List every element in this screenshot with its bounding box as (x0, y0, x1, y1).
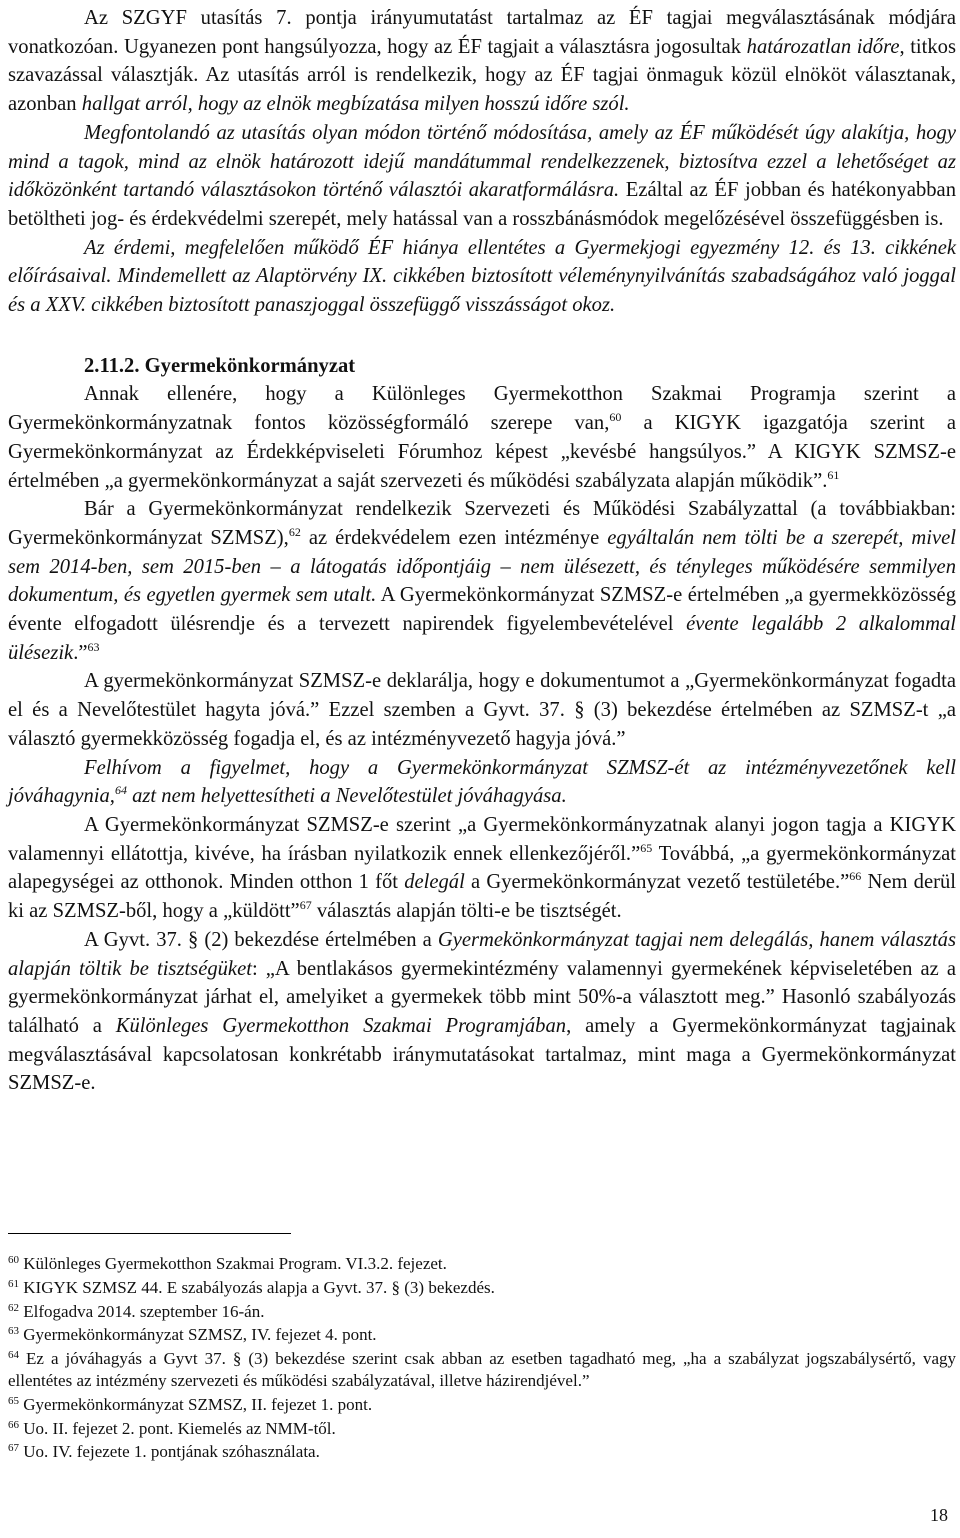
footnote-ref[interactable]: 62 (288, 524, 301, 539)
footnote: $^{67}$ Uo. IV. fejezete 1. pontjának szóhasználata. (8, 1442, 320, 1462)
paragraph-approval: A gyermekönkormányzat SZMSZ-e deklarálja, hogy e dokumentumot a „Gyermekönkormányzat fogadta el és a Nevelőtestület hagyta jóvá.” Ezzel szemben a Gyvt. 37. § (3) bekezdése értelmében az SZMSZ-t „a választó gyermekközösség fogadja el, és az intézményvezető hagyja jóvá.” (8, 670, 956, 750)
footnote-ref[interactable]: 67 (299, 898, 312, 913)
footnote: $^{65}$ Gyermekönkormányzat SZMSZ, II. fejezet 1. pont. (8, 1394, 373, 1414)
page-number: 18 (930, 1505, 948, 1525)
footnote: $^{62}$ Elfogadva 2014. szeptember 16-án. (8, 1301, 265, 1321)
footnote: $^{61}$ KIGYK SZMSZ 44. E szabályozás alapja a Gyvt. 37. § (3) bekezdés. (8, 1277, 495, 1297)
paragraph-ef-election: Az SZGYF utasítás 7. pontja irányumutatást tartalmaz az ÉF tagjai megválasztásának módjára vonatkozóan. Ugyanezen pont hangsúlyozza, hogy az ÉF tagjait a választásra jogosultak határozatlan időre, titkos szavazással választják. Az utasítás arról is rendelkezik, hogy az ÉF tagjai önmaguk közül elnököt választanak, azonban hallgat arról, hogy az elnök megbízatása milyen hosszú időre szól. (8, 7, 956, 116)
footnote-ref[interactable]: 65 (640, 840, 653, 855)
footnote-ref[interactable]: 61 (827, 467, 840, 482)
footnote-divider (8, 1233, 291, 1234)
footnotes (8, 1253, 956, 1465)
paragraph-recommendation: Megfontolandó az utasítás olyan módon történő módosítása, amely az ÉF működését úgy alakítja, hogy mind a tagok, mind az elnök határozott idejű mandátummal rendelkezzenek, biztosítva ezzel a lehetőséget az időközönként tartandó választásokon történő választói akaratformálásra. Ezáltal az ÉF jobban és hatékonyabban betöltheti jog- és érdekvédelmi szerepét, mely hatással van a rosszbánásmódok megelőzésével összefüggésben is. (8, 121, 956, 230)
paragraph-gyok-role: Annak ellenére, hogy a Különleges Gyermekotthon Szakmai Programja szerint a Gyermekönkormányzatnak fontos közösségformáló szerepe van,$^{60}$ a KIGYK igazgatója szerint a Gyermekönkormányzat az Érdekképviseleti Fórumhoz képest „kevésbé hangsúlyos.” A KIGYK SZMSZ-e értelmében „a gyermekönkormányzat a saját szervezeti és működési szabályzata alapján működik”.$^{61}$ (8, 383, 956, 492)
footnote: $^{60}$ Különleges Gyermekotthon Szakmai Program. VI.3.2. fejezet. (8, 1254, 447, 1273)
paragraph-gyok-szmsz: Bár a Gyermekönkormányzat rendelkezik Szervezeti és Működési Szabályzattal (a továbbiakban: Gyermekönkormányzat SZMSZ),$^{62}$ az érdekvédelem ezen intézménye egyáltalán nem tölti be a szerepét, mivel sem 2014-ben, sem 2015-ben – a látogatás időpontjáig – nem ülésezett, és tényleges működésére semmilyen dokumentum, és egyetlen gyermek sem utalt. A Gyermekönkormányzat SZMSZ-e értelmében „a gyermekközösség évente elfogadott ülésrendje és a tervezett napirendek figyelembevételével évente legalább 2 alkalommal ülésezik.”$^{63}$ (8, 498, 956, 664)
paragraph-membership: A Gyermekönkormányzat SZMSZ-e szerint „a Gyermekönkormányzatnak alanyi jogon tagja a KIGYK valamennyi ellátottja, kivéve, ha írásban nyilatkozik ennek ellenkezőjéről.”$^{65}$ Továbbá, „a gyermekönkormányzat alapegységei az otthonok. Minden otthon 1 főt delegál a Gyermekönkormányzat vezető testületébe.”$^{66}$ Nem derül ki az SZMSZ-ből, hogy a „küldött”$^{67}$ választás alapján tölti-e be tisztségét. (8, 813, 956, 923)
footnote: $^{64}$ Ez a jóváhagyás a Gyvt 37. § (3) bekezdése szerint csak abban az esetben tagadható meg, „ha a szabályzat jogszabálysértő, vagy ellentétes az intézmény szervezeti és működési szabályzatával, illetve házirendjével.” (8, 1349, 956, 1390)
section-heading: 2.11.2. Gyermekönkormányzat (84, 354, 356, 377)
footnote-ref[interactable]: 66 (849, 869, 862, 884)
paragraph-conclusion: Az érdemi, megfelelően működő ÉF hiánya ellentétes a Gyermekjogi egyezmény 12. és 13. cikkének előírásaival. Mindemellett az Alaptörvény IX. cikkében biztosított véleménynyilvánítás szabadságához való joggal és a XXV. cikkében biztosított panaszjoggal összefüggő visszásságot okoz. (8, 236, 956, 317)
document-page (8, 4, 956, 1098)
footnote: $^{63}$ Gyermekönkormányzat SZMSZ, IV. fejezet 4. pont. (8, 1325, 377, 1345)
footnote-ref[interactable]: 64 (114, 783, 127, 798)
footnote: $^{66}$ Uo. II. fejezet 2. pont. Kiemelés az NMM-től. (8, 1418, 336, 1438)
paragraph-gyvt: A Gyvt. 37. § (2) bekezdése értelmében a Gyermekönkormányzat tagjai nem delegálás, hanem választás alapján töltik be tisztségüket: „A bentlakásos gyermekintézmény valamennyi gyermekének képviseletében az a gyermekönkormányzat járhat el, amelyiket a gyermekek több mint 50%-a választott meg.” Hasonló szabályozás található a Különleges Gyermekotthon Szakmai Programjában, amely a Gyermekönkormányzat tagjainak megválasztásával kapcsolatosan konkrétabb iránymutatásokat tartalmaz, mint maga a Gyermekönkormányzat SZMSZ-e. (8, 928, 956, 1095)
paragraph-attention: Felhívom a figyelmet, hogy a Gyermekönkormányzat SZMSZ-ét az intézményvezetőnek kell jóváhagynia,$^{64}$ azt nem helyettesítheti a Nevelőtestület jóváhagyása. (8, 756, 956, 808)
footnote-ref[interactable]: 60 (609, 410, 622, 425)
footnote-ref[interactable]: 63 (87, 639, 100, 654)
